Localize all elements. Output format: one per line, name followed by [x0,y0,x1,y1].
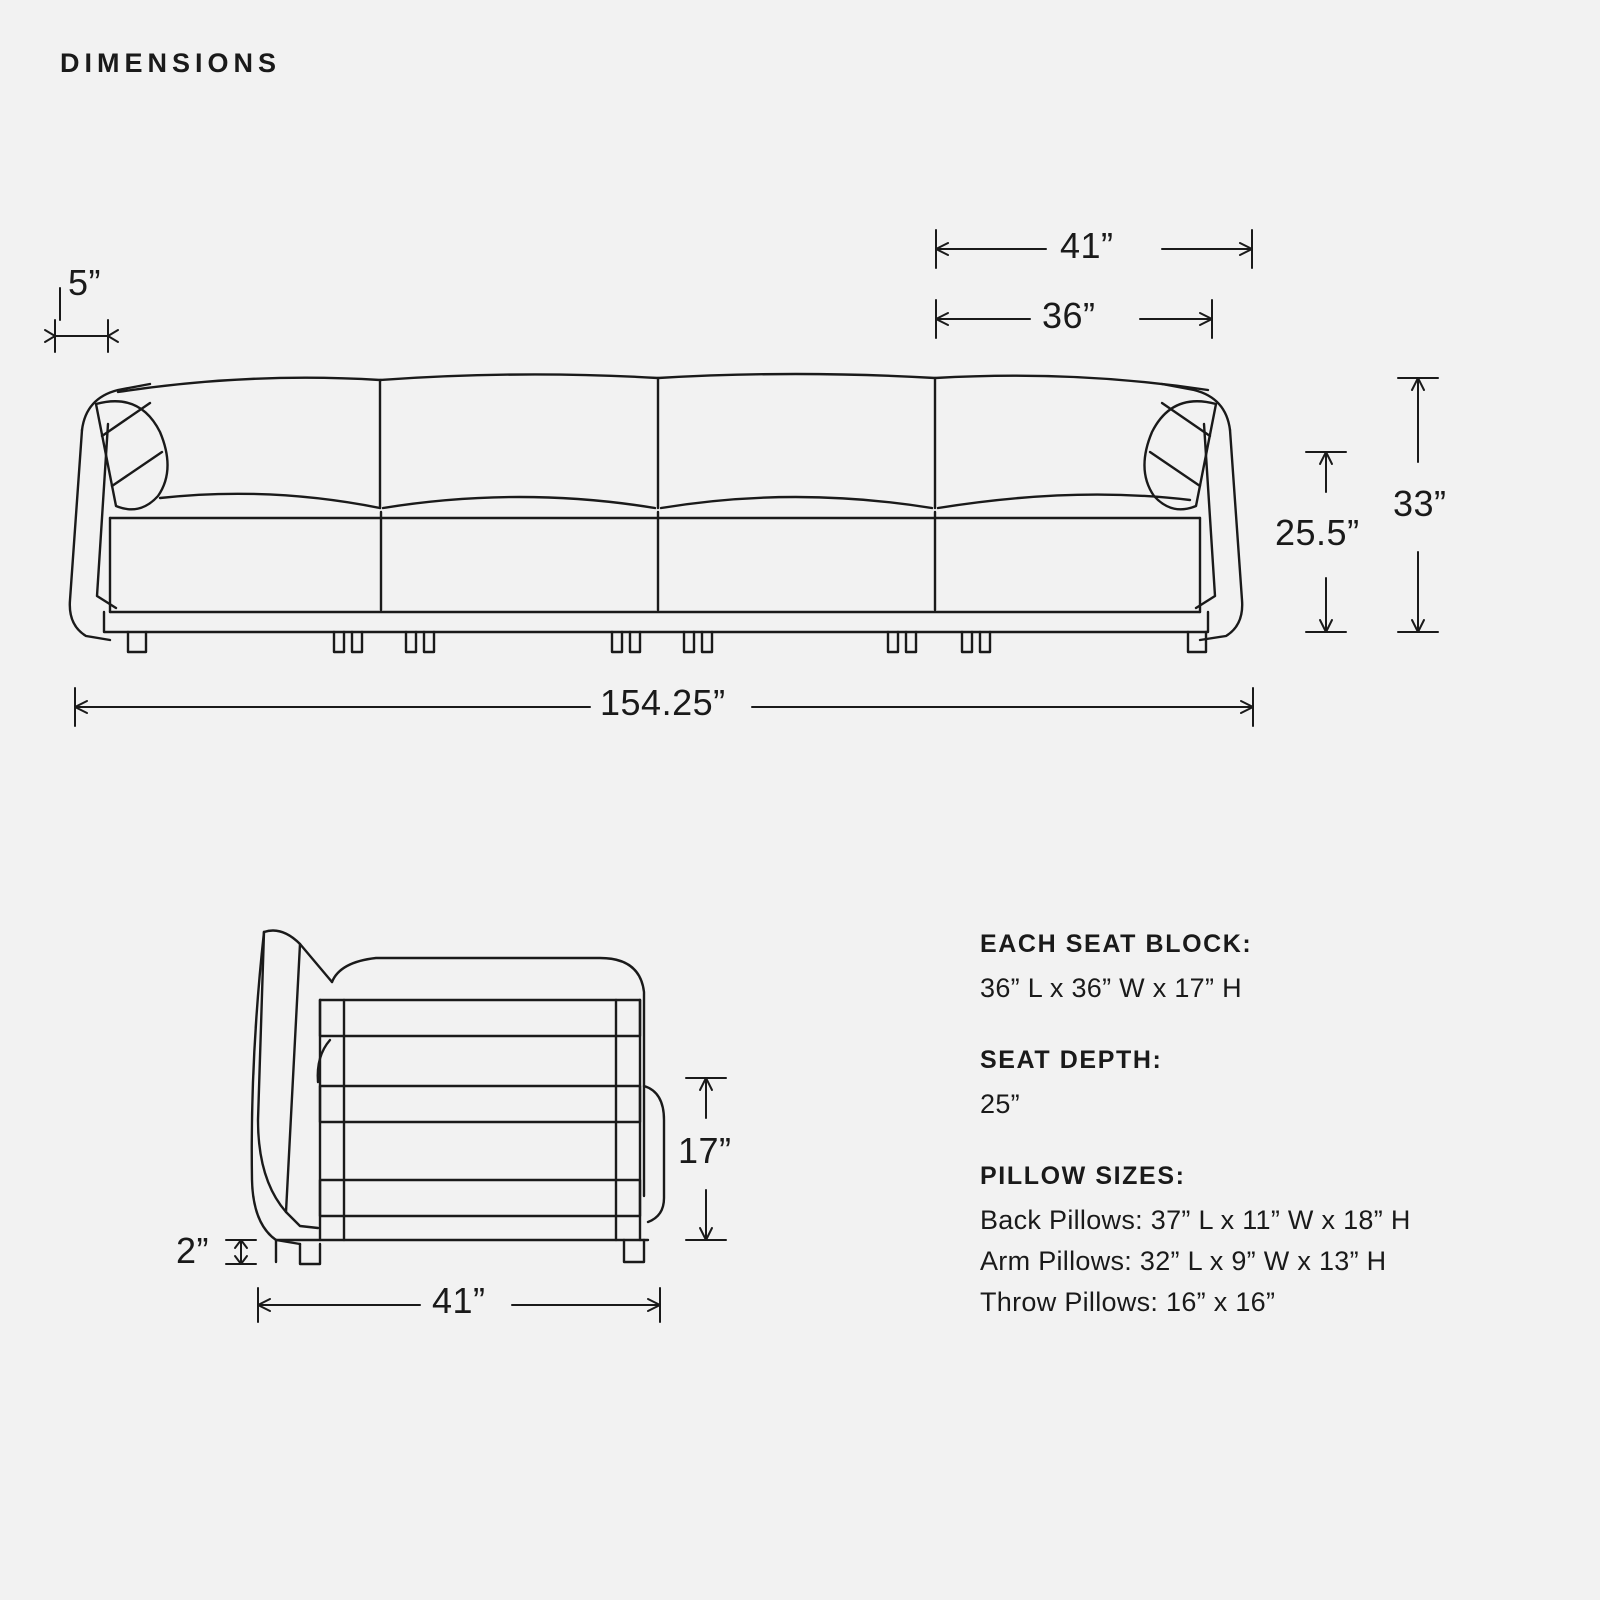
dim-overall-depth: 41” [432,1280,486,1321]
spec-group-seat-block [980,930,1560,1004]
spec-heading-seat-depth: SEAT DEPTH: [980,1046,1163,1074]
spec-group-pillow-sizes [980,1162,1560,1318]
spec-heading-seat-block: EACH SEAT BLOCK: [980,930,1253,958]
spec-line-throw-pillows: Throw Pillows: 16” x 16” [980,1287,1276,1317]
spec-line-arm-pillows: Arm Pillows: 32” L x 9” W x 13” H [980,1246,1387,1276]
spec-line-seat-block-1: 36” L x 36” W x 17” H [980,973,1242,1003]
spec-line-seat-depth-1: 25” [980,1089,1020,1119]
dim-module-overall-width: 41” [1060,225,1114,266]
dim-overall-height: 33” [1393,483,1447,524]
spec-group-seat-depth [980,1046,1560,1120]
dim-overall-length: 154.25” [600,682,726,723]
spec-list [980,930,1560,1360]
spec-heading-pillow-sizes: PILLOW SIZES: [980,1162,1186,1190]
dim-seat-height: 17” [678,1130,732,1171]
dim-module-seat-width: 36” [1042,295,1096,336]
dim-leg-height: 2” [176,1230,210,1271]
dim-arm-width: 5” [68,262,102,303]
dim-seat-back-height: 25.5” [1275,512,1360,553]
spec-line-back-pillows: Back Pillows: 37” L x 11” W x 18” H [980,1205,1411,1235]
page-title: DIMENSIONS [60,48,282,78]
